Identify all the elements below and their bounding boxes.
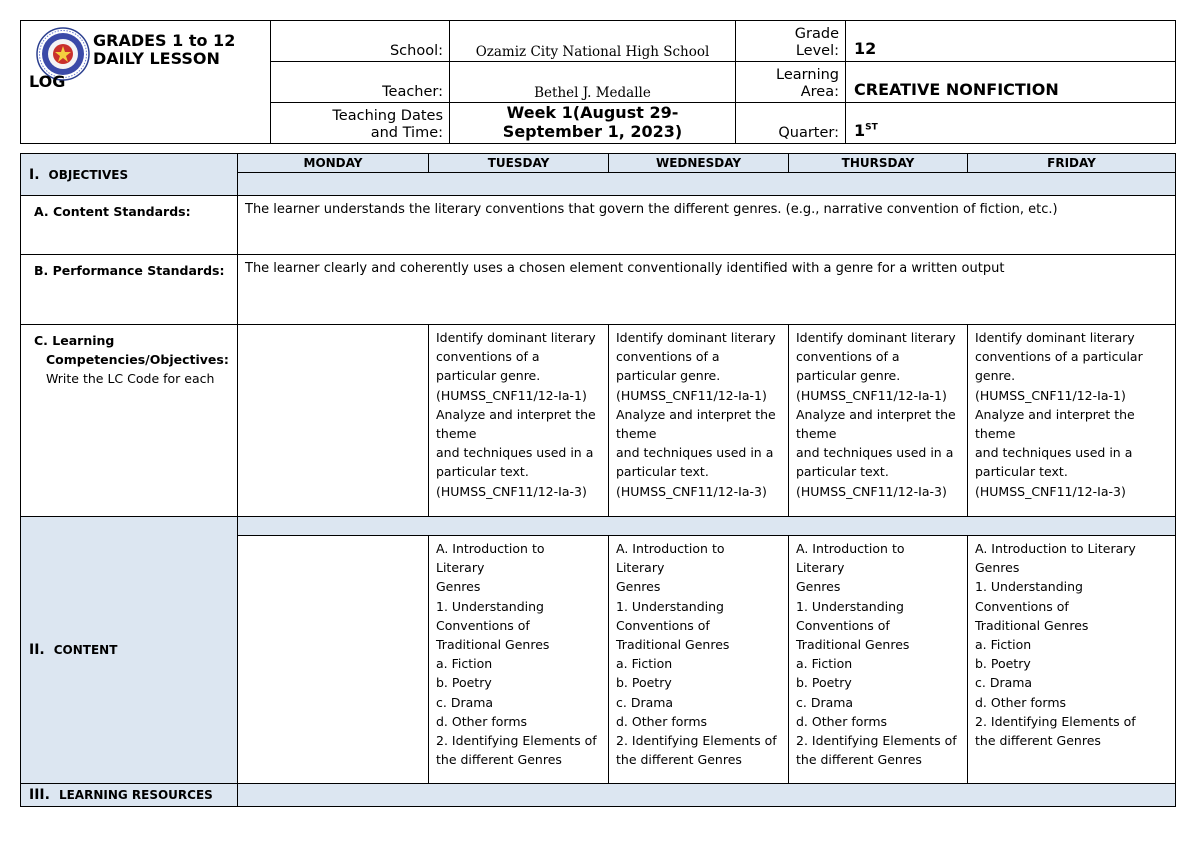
cell-line: 2. Identifying Elements of — [436, 733, 597, 749]
doc-title-line-2: DAILY LESSON — [93, 49, 220, 68]
cell-line: and techniques used in a — [616, 445, 774, 461]
header-title-cell — [21, 21, 271, 144]
cell-line: b. Poetry — [616, 675, 672, 691]
doc-title-line-3: LOG — [29, 72, 66, 91]
content-standards-text: The learner understands the literary conventions that govern the different genres. (e.g., narrative convention of fiction, etc.) — [238, 196, 1176, 255]
cell-line: b. Poetry — [975, 656, 1031, 672]
cell-line: 2. Identifying Elements of — [975, 713, 1136, 729]
cell-line: Traditional Genres — [975, 617, 1089, 633]
learning-resources-band — [238, 784, 1176, 807]
content-heading: II. CONTENT — [21, 517, 238, 784]
content-blank-band — [238, 517, 1176, 536]
cell-line: Genres — [436, 579, 481, 595]
cell-line: A. Introduction to — [616, 541, 725, 556]
cell-line: (HUMSS_CNF11/12-Ia-3) — [616, 483, 767, 499]
day-header-tuesday: TUESDAY — [429, 154, 609, 173]
cell-line: b. Poetry — [796, 675, 852, 691]
cell-line: Analyze and interpret the — [436, 406, 596, 422]
cell-line: Conventions of — [975, 598, 1069, 614]
competencies-wednesday — [609, 325, 789, 517]
quarter-label: Quarter: — [736, 103, 846, 144]
cell-line: 2. Identifying Elements of — [796, 733, 957, 749]
teacher-value: Bethel J. Medalle — [450, 62, 736, 103]
cell-line: 1. Understanding — [616, 598, 724, 614]
cell-line: Conventions of — [436, 617, 530, 633]
cell-line: theme — [616, 426, 657, 442]
cell-line: c. Drama — [616, 694, 674, 710]
cell-line: (HUMSS_CNF11/12-Ia-3) — [975, 483, 1126, 499]
cell-line: Traditional Genres — [436, 637, 550, 653]
learning-area-value: CREATIVE NONFICTION — [846, 62, 1176, 103]
cell-line: theme — [796, 426, 837, 442]
learning-resources-heading: III. LEARNING RESOURCES — [21, 784, 238, 807]
cell-line: Identify dominant literary — [436, 330, 596, 345]
cell-line: 1. Understanding — [796, 598, 904, 614]
content-monday — [238, 536, 429, 784]
cell-line: (HUMSS_CNF11/12-Ia-3) — [436, 483, 587, 499]
cell-line: Identify dominant literary — [616, 330, 776, 345]
cell-line: c. Drama — [436, 694, 494, 710]
quarter-value: 1ST — [846, 103, 1176, 144]
cell-line: Conventions of — [616, 617, 710, 633]
cell-line: Literary — [436, 560, 485, 576]
cell-line: a. Fiction — [436, 656, 493, 672]
competencies-tuesday — [429, 325, 609, 517]
school-label: School: — [271, 21, 450, 62]
cell-line: conventions of a particular — [975, 349, 1143, 365]
content-friday — [968, 536, 1176, 784]
cell-line: a. Fiction — [616, 656, 673, 672]
content-thursday — [789, 536, 968, 784]
cell-line: Traditional Genres — [796, 637, 910, 653]
learning-area-label: Learning Area: — [736, 62, 846, 103]
cell-line: the different Genres — [796, 752, 922, 768]
cell-line: d. Other forms — [616, 713, 708, 729]
performance-standards-label: B. Performance Standards: — [21, 255, 238, 325]
lesson-log-table — [20, 153, 1176, 807]
cell-line: (HUMSS_CNF11/12-Ia-1) — [436, 387, 587, 403]
grade-label: Grade Level: — [736, 21, 846, 62]
cell-line: and techniques used in a — [436, 445, 594, 461]
cell-line: A. Introduction to Literary — [975, 541, 1136, 556]
content-standards-label: A. Content Standards: — [21, 196, 238, 255]
cell-line: A. Introduction to — [436, 541, 545, 556]
teacher-label: Teacher: — [271, 62, 450, 103]
competencies-label: C. Learning Competencies/Objectives: Write the LC Code for each — [21, 325, 238, 517]
cell-line: Analyze and interpret the — [796, 406, 956, 422]
cell-line: genre. — [975, 368, 1016, 384]
cell-line: and techniques used in a — [796, 445, 954, 461]
cell-line: particular text. — [975, 464, 1068, 480]
cell-line: (HUMSS_CNF11/12-Ia-1) — [975, 387, 1126, 403]
competencies-thursday — [789, 325, 968, 517]
day-header-monday: MONDAY — [238, 154, 429, 173]
cell-line: particular text. — [616, 464, 709, 480]
day-header-wednesday: WEDNESDAY — [609, 154, 789, 173]
doc-title — [93, 32, 235, 68]
cell-line: particular genre. — [616, 368, 721, 384]
cell-line: c. Drama — [796, 694, 854, 710]
performance-standards-text: The learner clearly and coherently uses a chosen element conventionally identified with a genre for a written output — [238, 255, 1176, 325]
cell-line: 1. Understanding — [975, 579, 1083, 595]
cell-line: particular genre. — [796, 368, 901, 384]
cell-line: Genres — [796, 579, 841, 595]
cell-line: a. Fiction — [796, 656, 853, 672]
cell-line: Literary — [616, 560, 665, 576]
teaching-dates-value: Week 1(August 29- September 1, 2023) — [450, 103, 736, 144]
cell-line: 1. Understanding — [436, 598, 544, 614]
competencies-monday — [238, 325, 429, 517]
cell-line: d. Other forms — [796, 713, 888, 729]
grade-value: 12 — [846, 21, 1176, 62]
cell-line: d. Other forms — [975, 694, 1067, 710]
cell-line: a. Fiction — [975, 637, 1032, 653]
cell-line: and techniques used in a — [975, 445, 1133, 461]
cell-line: Genres — [975, 560, 1020, 576]
cell-line: c. Drama — [975, 675, 1033, 691]
cell-line: Traditional Genres — [616, 637, 730, 653]
cell-line: particular text. — [436, 464, 529, 480]
objectives-heading: I. OBJECTIVES — [21, 154, 238, 196]
cell-line: conventions of a — [436, 349, 540, 365]
cell-line: Analyze and interpret the — [616, 406, 776, 422]
day-header-friday: FRIDAY — [968, 154, 1176, 173]
content-wednesday — [609, 536, 789, 784]
cell-line: Analyze and interpret the — [975, 406, 1135, 422]
cell-line: A. Introduction to — [796, 541, 905, 556]
school-value: Ozamiz City National High School — [450, 21, 736, 62]
cell-line: (HUMSS_CNF11/12-Ia-1) — [796, 387, 947, 403]
cell-line: (HUMSS_CNF11/12-Ia-3) — [796, 483, 947, 499]
cell-line: Conventions of — [796, 617, 890, 633]
cell-line: particular text. — [796, 464, 889, 480]
cell-line: particular genre. — [436, 368, 541, 384]
cell-line: b. Poetry — [436, 675, 492, 691]
cell-line: conventions of a — [796, 349, 900, 365]
cell-line: 2. Identifying Elements of — [616, 733, 777, 749]
cell-line: theme — [436, 426, 477, 442]
objectives-blank-band — [238, 173, 1176, 196]
teaching-dates-label: Teaching Dates and Time: — [271, 103, 450, 144]
cell-line: the different Genres — [616, 752, 742, 768]
cell-line: conventions of a — [616, 349, 720, 365]
cell-line: d. Other forms — [436, 713, 528, 729]
day-header-thursday: THURSDAY — [789, 154, 968, 173]
doc-title-line-1: GRADES 1 to 12 — [93, 31, 236, 50]
cell-line: theme — [975, 426, 1016, 442]
cell-line: Identify dominant literary — [796, 330, 956, 345]
cell-line: the different Genres — [975, 733, 1101, 749]
cell-line: (HUMSS_CNF11/12-Ia-1) — [616, 387, 767, 403]
header-table — [20, 20, 1176, 144]
competencies-friday — [968, 325, 1176, 517]
cell-line: Literary — [796, 560, 845, 576]
cell-line: Genres — [616, 579, 661, 595]
cell-line: Identify dominant literary — [975, 330, 1135, 345]
cell-line: the different Genres — [436, 752, 562, 768]
content-tuesday — [429, 536, 609, 784]
